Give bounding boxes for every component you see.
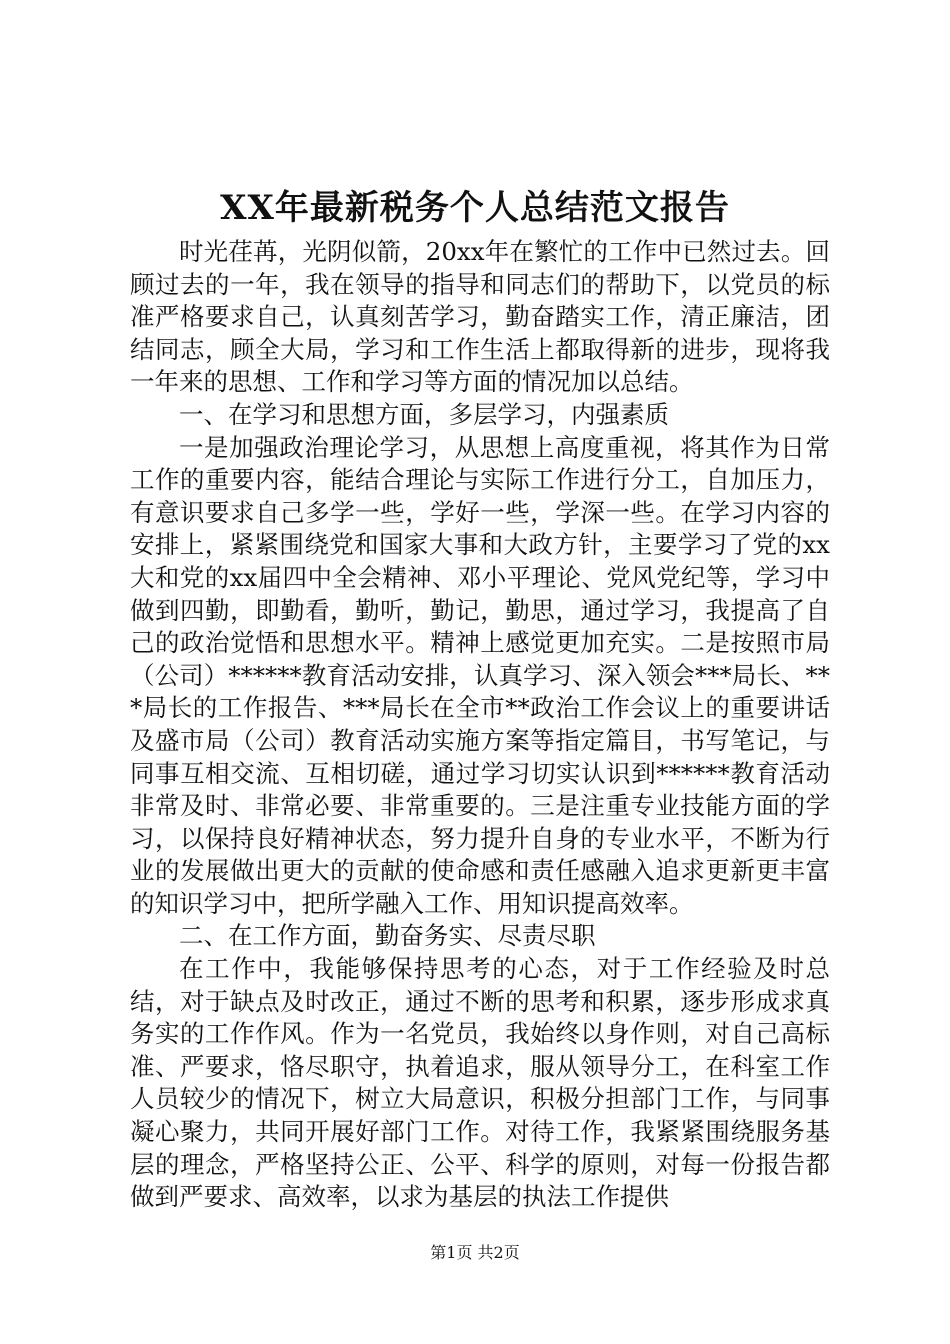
study-paragraph: 一是加强政治理论学习，从思想上高度重视，将其作为日常工作的重要内容，能结合理论与实际工作进行分工，自加压力，有意识要求自己多学一些，学好一些，学深一些。在学习内容的安排上，紧紧围绕党和国家大事和大政方针，主要学习了党的xx大和党的xx届四中全会精神、邓小平理论、党风党纪等，学习中做到四勤，即勤看，勤听，勤记，勤思，通过学习，我提高了自己的政治觉悟和思想水平。精神上感觉更加充实。二是按照市局（公司）******教育活动安排，认真学习、深入领会***局长、***局长的工作报告、***局长在全市**政治工作会议上的重要讲话及盛市局（公司）教育活动实施方案等指定篇目，书写笔记，与同事互相交流、互相切磋，通过学习切实认识到******教育活动非常及时、非常必要、非常重要的。三是注重专业技能方面的学习，以保持良好精神状态，努力提升自身的专业水平，不断为行业的发展做出更大的贡献的使命感和责任感融入追求更新更丰富的知识学习中，把所学融入工作、用知识提高效率。 — [130, 432, 830, 918]
document-body — [130, 236, 830, 1214]
work-paragraph: 在工作中，我能够保持思考的心态，对于工作经验及时总结，对于缺点及时改正，通过不断的思考和积累，逐步形成求真务实的工作作风。作为一名党员，我始终以身作则，对自己高标准、严要求，恪尽职守，执着追求，服从领导分工，在科室工作人员较少的情况下，树立大局意识，积极分担部门工作，与同事凝心聚力，共同开展好部门工作。对待工作，我紧紧围绕服务基层的理念，严格坚持公正、公平、科学的原则，对每一份报告都做到严要求、高效率，以求为基层的执法工作提供 — [130, 954, 830, 1212]
section-heading-work: 二、在工作方面，勤奋务实、尽责尽职 — [179, 921, 596, 951]
section-heading-study: 一、在学习和思想方面，多层学习，内强素质 — [179, 399, 669, 429]
document-title: XX年最新税务个人总结范文报告 — [220, 188, 730, 228]
page-footer: 第1页 共2页 — [430, 1243, 520, 1262]
intro-paragraph: 时光荏苒，光阴似箭，20xx年在繁忙的工作中已然过去。回顾过去的一年，我在领导的指导和同志们的帮助下，以党员的标准严格要求自己，认真刻苦学习，勤奋踏实工作，清正廉洁，团结同志，顾全大局，学习和工作生活上都取得新的进步，现将我一年来的思想、工作和学习等方面的情况加以总结。 — [130, 237, 830, 397]
